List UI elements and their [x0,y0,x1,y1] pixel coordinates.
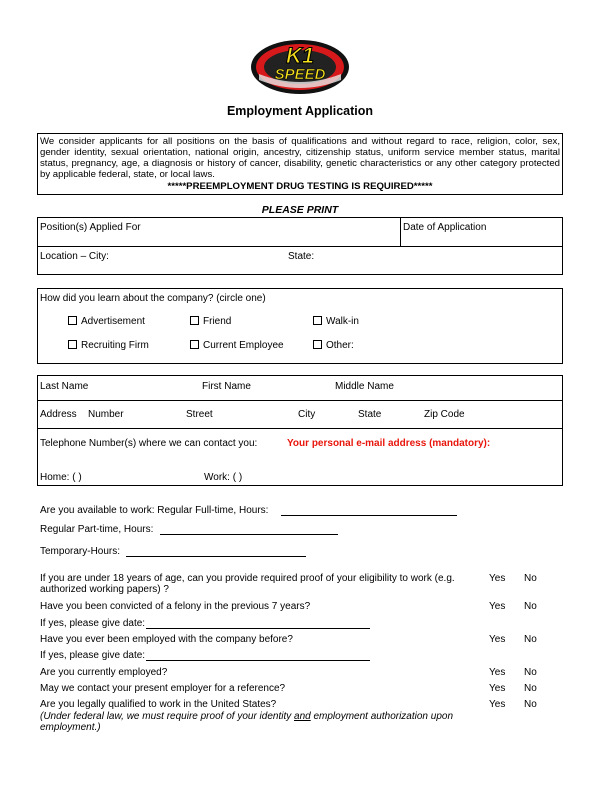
referral-question: How did you learn about the company? (circle one) [40,293,266,304]
option-label: Current Employee [203,340,284,351]
note-emphasis: and [294,711,311,722]
drug-testing-notice: *****PREEMPLOYMENT DRUG TESTING IS REQUIRED***** [167,181,433,192]
yes-option[interactable]: Yes [489,601,506,612]
option-label: Walk-in [326,316,359,327]
company-logo [249,38,351,96]
question-felony: Have you been convicted of a felony in the previous 7 years? [40,601,311,612]
position-applied-label: Position(s) Applied For [40,222,141,233]
address-state-label: State [358,409,382,420]
option-label: Advertisement [81,316,145,327]
address-city-label: City [298,409,316,420]
logo-text-bottom: SPEED [274,66,326,83]
felony-date-label: If yes, please give date: [40,618,146,629]
temporary-hours-field[interactable] [126,556,306,557]
fulltime-hours-label: Are you available to work: Regular Full-time, Hours: [40,505,269,516]
email-label: Your personal e-mail address (mandatory): [287,438,491,449]
option-advertisement[interactable] [68,316,145,328]
parttime-hours-label: Regular Part-time, Hours: [40,524,154,535]
eeo-statement: We consider applicants for all positions on the basis of qualifications and without regard to race, religion, color, sex, gender identity, sexual orientation, national origin, ancestry, citizenship status, uniform service member status, marital status, pregnancy, age, a diagnosis or history of cancer, disability, genetic characteristics or any other category protected by applicable federal, state, or local laws. [40,136,560,180]
option-walk-in[interactable] [313,316,359,328]
option-label: Friend [203,316,232,327]
question-under-18: If you are under 18 years of age, can you provide required proof of your eligibility to work (e.g. authorized working papers) ? [40,573,455,595]
logo-text-top: K1 [285,43,315,68]
last-name-label: Last Name [40,381,89,392]
personal-info-box [37,375,563,486]
yes-option[interactable]: Yes [489,634,506,645]
date-of-application-label: Date of Application [403,222,487,233]
question-currently-employed: Are you currently employed? [40,667,168,678]
checkbox-icon[interactable] [68,316,77,325]
yes-option[interactable]: Yes [489,699,506,710]
prior-employment-date-field[interactable] [146,660,370,661]
telephone-label: Telephone Number(s) where we can contact you: [40,438,258,449]
no-option[interactable]: No [524,573,537,584]
page-title: Employment Application [226,104,374,118]
address-street-label: Street [186,409,213,420]
address-zip-label: Zip Code [424,409,465,420]
no-option[interactable]: No [524,667,537,678]
location-city-label: Location – City: [40,251,109,262]
question-prior-employment: Have you ever been employed with the company before? [40,634,293,645]
no-option[interactable]: No [524,634,537,645]
parttime-hours-field[interactable] [160,534,338,535]
yes-option[interactable]: Yes [489,573,506,584]
checkbox-icon[interactable] [190,316,199,325]
option-label: Other: [326,340,354,351]
middle-name-label: Middle Name [335,381,394,392]
no-option[interactable]: No [524,601,537,612]
first-name-label: First Name [202,381,251,392]
fulltime-hours-field[interactable] [281,515,457,516]
work-phone-label: Work: ( ) [204,472,243,483]
no-option[interactable]: No [524,683,537,694]
option-friend[interactable] [190,316,231,328]
question-contact-employer: May we contact your present employer for a reference? [40,683,286,694]
temporary-hours-label: Temporary-Hours: [40,546,121,557]
checkbox-icon[interactable] [313,340,322,349]
checkbox-icon[interactable] [190,340,199,349]
address-number-label: Number [88,409,124,420]
please-print-heading: PLEASE PRINT [261,204,339,216]
checkbox-icon[interactable] [313,316,322,325]
option-current-employee[interactable] [190,340,284,352]
yes-option[interactable]: Yes [489,683,506,694]
felony-date-field[interactable] [146,628,370,629]
option-label: Recruiting Firm [81,340,149,351]
option-recruiting-firm[interactable] [68,340,149,352]
legal-qualification-note [40,711,470,733]
question-legally-qualified: Are you legally qualified to work in the United States? [40,699,277,710]
note-text: (Under federal law, we must require proof of your identity [40,711,295,722]
prior-employment-date-label: If yes, please give date: [40,650,146,661]
yes-option[interactable]: Yes [489,667,506,678]
note-text: employment authorization upon employment.) [40,711,454,733]
address-label: Address [40,409,77,420]
location-state-label: State: [288,251,315,262]
home-phone-label: Home: ( ) [40,472,82,483]
option-other[interactable] [313,340,354,352]
checkbox-icon[interactable] [68,340,77,349]
no-option[interactable]: No [524,699,537,710]
